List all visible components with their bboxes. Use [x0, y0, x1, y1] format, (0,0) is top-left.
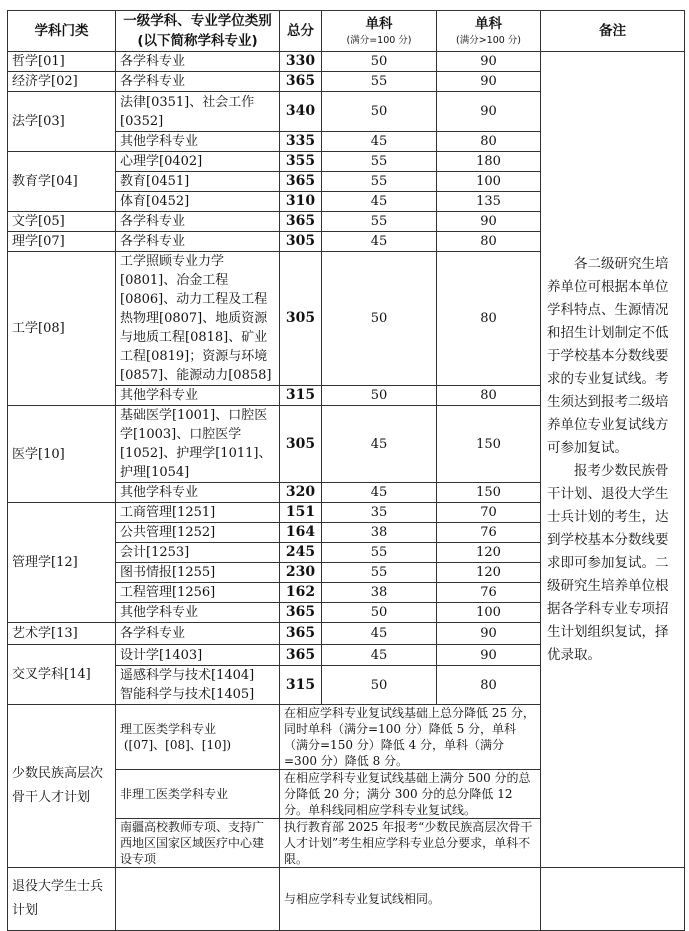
single-score-100: 55 [322, 563, 437, 583]
single-score-over-100: 76 [437, 523, 541, 543]
veteran-row [8, 868, 685, 931]
discipline-cell [116, 212, 280, 232]
header-single1-label: 单科 [365, 16, 393, 32]
header-single2-sub: (满分>100 分) [455, 35, 522, 46]
single-score-100: 55 [322, 72, 437, 92]
discipline-text: 其他学科专业 [120, 485, 199, 500]
category-cell: 哲学[01] [8, 52, 116, 72]
total-score: 335 [280, 132, 322, 152]
score-table [7, 10, 685, 931]
discipline-text: 工学照顾专业力学[0801]、冶金工程[0806]、动力工程及工程热物理[0807]、地质资源与地质工程[0818]、矿业工程[0819]；资源与环境[0857]、能源动力[0858] [120, 254, 272, 383]
total-score: 365 [280, 172, 322, 192]
discipline-text: 设计学[1403] [120, 647, 203, 663]
total-score: 365 [280, 603, 322, 623]
single-score-over-100: 180 [437, 152, 541, 172]
single-score-100: 45 [322, 623, 437, 645]
veteran-rule: 与相应学科专业复试线相同。 [280, 868, 541, 931]
single-score-over-100: 80 [437, 232, 541, 252]
discipline-text: 法律[0351]、社会工作[0352] [120, 94, 255, 129]
discipline-cell [116, 666, 280, 705]
total-score: 365 [280, 645, 322, 666]
discipline-cell [116, 603, 280, 623]
minority-discipline [116, 770, 280, 819]
discipline-text: 其他学科专业 [120, 388, 199, 403]
single-score-over-100: 80 [437, 252, 541, 386]
single-score-over-100: 90 [437, 623, 541, 645]
table-row [8, 52, 685, 72]
total-score: 230 [280, 563, 322, 583]
single-score-100: 55 [322, 543, 437, 563]
total-score: 330 [280, 52, 322, 72]
header-discipline-line1: 一级学科、专业学位类别 [123, 13, 272, 29]
total-score: 365 [280, 623, 322, 645]
header-single1 [322, 11, 437, 52]
discipline-cell [116, 72, 280, 92]
discipline-text: 公共管理[1252] [120, 525, 216, 540]
single-score-over-100: 120 [437, 563, 541, 583]
single-score-over-100: 100 [437, 172, 541, 192]
single-score-over-100: 70 [437, 503, 541, 523]
category-cell: 理学[07] [8, 232, 116, 252]
discipline-cell [116, 152, 280, 172]
discipline-cell [116, 503, 280, 523]
single-score-100: 45 [322, 483, 437, 503]
discipline-cell [116, 583, 280, 603]
discipline-text: 其他学科专业 [120, 134, 199, 149]
single-score-100: 50 [322, 603, 437, 623]
minority-discipline-sub: ([07]、[08]、[10]) [123, 738, 232, 752]
category-cell: 艺术学[13] [8, 623, 116, 645]
discipline-text: 工程管理[1256] [120, 585, 216, 600]
discipline-text: 会计[1253] [120, 545, 190, 560]
single-score-over-100: 90 [437, 645, 541, 666]
minority-discipline [116, 819, 280, 868]
minority-discipline-text: 南疆高校教师专项、支持广西地区国家区域医疗中心建设专项 [120, 820, 265, 866]
discipline-text: 教育[0451] [120, 174, 190, 189]
single-score-100: 50 [322, 52, 437, 72]
discipline-cell [116, 623, 280, 645]
total-score: 305 [280, 252, 322, 386]
discipline-text: 各学科专业 [120, 54, 186, 69]
total-score: 365 [280, 212, 322, 232]
category-cell: 医学[10] [8, 406, 116, 503]
discipline-cell [116, 483, 280, 503]
discipline-text: 其他学科专业 [120, 605, 199, 620]
header-single2 [437, 11, 541, 52]
single-score-100: 38 [322, 523, 437, 543]
header-row [8, 11, 685, 52]
header-single2-label: 单科 [475, 16, 502, 32]
header-discipline-line2: (以下简称学科专业) [137, 33, 258, 49]
remark-paragraph-1: 各二级研究生培养单位可根据本单位学科特点、生源情况和招生计划制定不低于学校基本分数线要求的专业复试线。考生须达到报考二级培养单位专业复试线方可参加复试。 [547, 255, 669, 456]
single-score-over-100: 80 [437, 386, 541, 406]
single-score-over-100: 90 [437, 72, 541, 92]
single-score-100: 45 [322, 192, 437, 212]
single-score-100: 45 [322, 232, 437, 252]
discipline-text: 工商管理[1251] [120, 505, 216, 520]
total-score: 320 [280, 483, 322, 503]
category-cell: 文学[05] [8, 212, 116, 232]
single-score-100: 45 [322, 132, 437, 152]
veteran-discipline [116, 868, 280, 931]
discipline-cell [116, 92, 280, 132]
discipline-text: 体育[0452] [120, 194, 190, 209]
total-score: 245 [280, 543, 322, 563]
category-cell: 管理学[12] [8, 503, 116, 623]
discipline-cell [116, 406, 280, 483]
single-score-over-100: 100 [437, 603, 541, 623]
header-discipline [116, 11, 280, 52]
minority-category: 少数民族高层次骨干人才计划 [8, 705, 116, 868]
single-score-100: 35 [322, 503, 437, 523]
total-score: 315 [280, 386, 322, 406]
category-cell: 经济学[02] [8, 72, 116, 92]
total-score: 162 [280, 583, 322, 603]
single-score-100: 50 [322, 666, 437, 705]
discipline-text: 各学科专业 [120, 74, 186, 89]
minority-rule: 在相应学科专业复试线基础上总分降低 25 分，同时单科（满分=100 分）降低 5 分，单科（满分=150 分）降低 4 分，单科（满分=300 分）降低 8 分。 [280, 705, 541, 770]
minority-rule: 执行教育部 2025 年报考“少数民族高层次骨干人才计划”考生相应学科专业总分要求，单科不限。 [280, 819, 541, 868]
total-score: 310 [280, 192, 322, 212]
discipline-cell [116, 386, 280, 406]
discipline-text: 基础医学[1001]、口腔医学[1003]、口腔医学[1052]、护理学[1011]、护理[1054] [120, 408, 272, 480]
veteran-remark [541, 868, 685, 931]
discipline-text: 图书情报[1255] [120, 565, 216, 580]
total-score: 164 [280, 523, 322, 543]
discipline-cell [116, 563, 280, 583]
remark-cell [541, 52, 685, 868]
single-score-100: 50 [322, 92, 437, 132]
single-score-100: 45 [322, 406, 437, 483]
single-score-over-100: 90 [437, 92, 541, 132]
discipline-cell [116, 523, 280, 543]
discipline-text: 各学科专业 [120, 214, 186, 229]
total-score: 151 [280, 503, 322, 523]
discipline-cell [116, 645, 280, 666]
single-score-over-100: 150 [437, 483, 541, 503]
discipline-text: 遥感科学与技术[1404] [120, 668, 255, 683]
discipline-cell [116, 192, 280, 212]
minority-discipline [116, 705, 280, 770]
single-score-over-100: 76 [437, 583, 541, 603]
discipline-cell [116, 232, 280, 252]
total-score: 305 [280, 232, 322, 252]
remark-paragraph-2: 报考少数民族骨干计划、退役大学生士兵计划的考生，达到学校基本分数线要求即可参加复试。二级研究生培养单位根据各学科专业专项招生计划组织复试，择优录取。 [547, 462, 669, 663]
header-category: 学科门类 [8, 11, 116, 52]
discipline-cell [116, 543, 280, 563]
header-remark: 备注 [541, 11, 685, 52]
category-cell: 法学[03] [8, 92, 116, 152]
category-cell: 工学[08] [8, 252, 116, 406]
total-score: 305 [280, 406, 322, 483]
discipline-text: 各学科专业 [120, 234, 186, 249]
total-score: 315 [280, 666, 322, 705]
discipline-cell [116, 132, 280, 152]
discipline-text: 智能科学与技术[1405] [120, 687, 255, 702]
single-score-over-100: 80 [437, 132, 541, 152]
total-score: 365 [280, 72, 322, 92]
single-score-100: 55 [322, 172, 437, 192]
discipline-cell [116, 252, 280, 386]
single-score-over-100: 80 [437, 666, 541, 705]
total-score: 340 [280, 92, 322, 132]
total-score: 355 [280, 152, 322, 172]
single-score-over-100: 135 [437, 192, 541, 212]
category-cell: 交叉学科[14] [8, 645, 116, 705]
discipline-cell [116, 52, 280, 72]
discipline-text: 心理学[0402] [120, 154, 203, 169]
category-cell: 教育学[04] [8, 152, 116, 212]
single-score-over-100: 150 [437, 406, 541, 483]
minority-discipline-text: 非理工医类学科专业 [120, 787, 229, 801]
single-score-100: 50 [322, 252, 437, 386]
single-score-over-100: 90 [437, 212, 541, 232]
header-total: 总分 [280, 11, 322, 52]
single-score-100: 50 [322, 386, 437, 406]
minority-rule: 在相应学科专业复试线基础上满分 500 分的总分降低 20 分；满分 300 分的总分降低 12 分。单科线同相应学科专业复试线。 [280, 770, 541, 819]
single-score-100: 45 [322, 645, 437, 666]
discipline-text: 各学科专业 [120, 626, 186, 641]
veteran-category: 退役大学生士兵计划 [8, 868, 116, 931]
single-score-100: 55 [322, 212, 437, 232]
single-score-100: 55 [322, 152, 437, 172]
single-score-over-100: 90 [437, 52, 541, 72]
header-single1-sub: (满分=100 分) [346, 35, 412, 46]
single-score-100: 38 [322, 583, 437, 603]
single-score-over-100: 120 [437, 543, 541, 563]
discipline-cell [116, 172, 280, 192]
minority-discipline-text: 理工医类学科专业 [120, 722, 217, 736]
